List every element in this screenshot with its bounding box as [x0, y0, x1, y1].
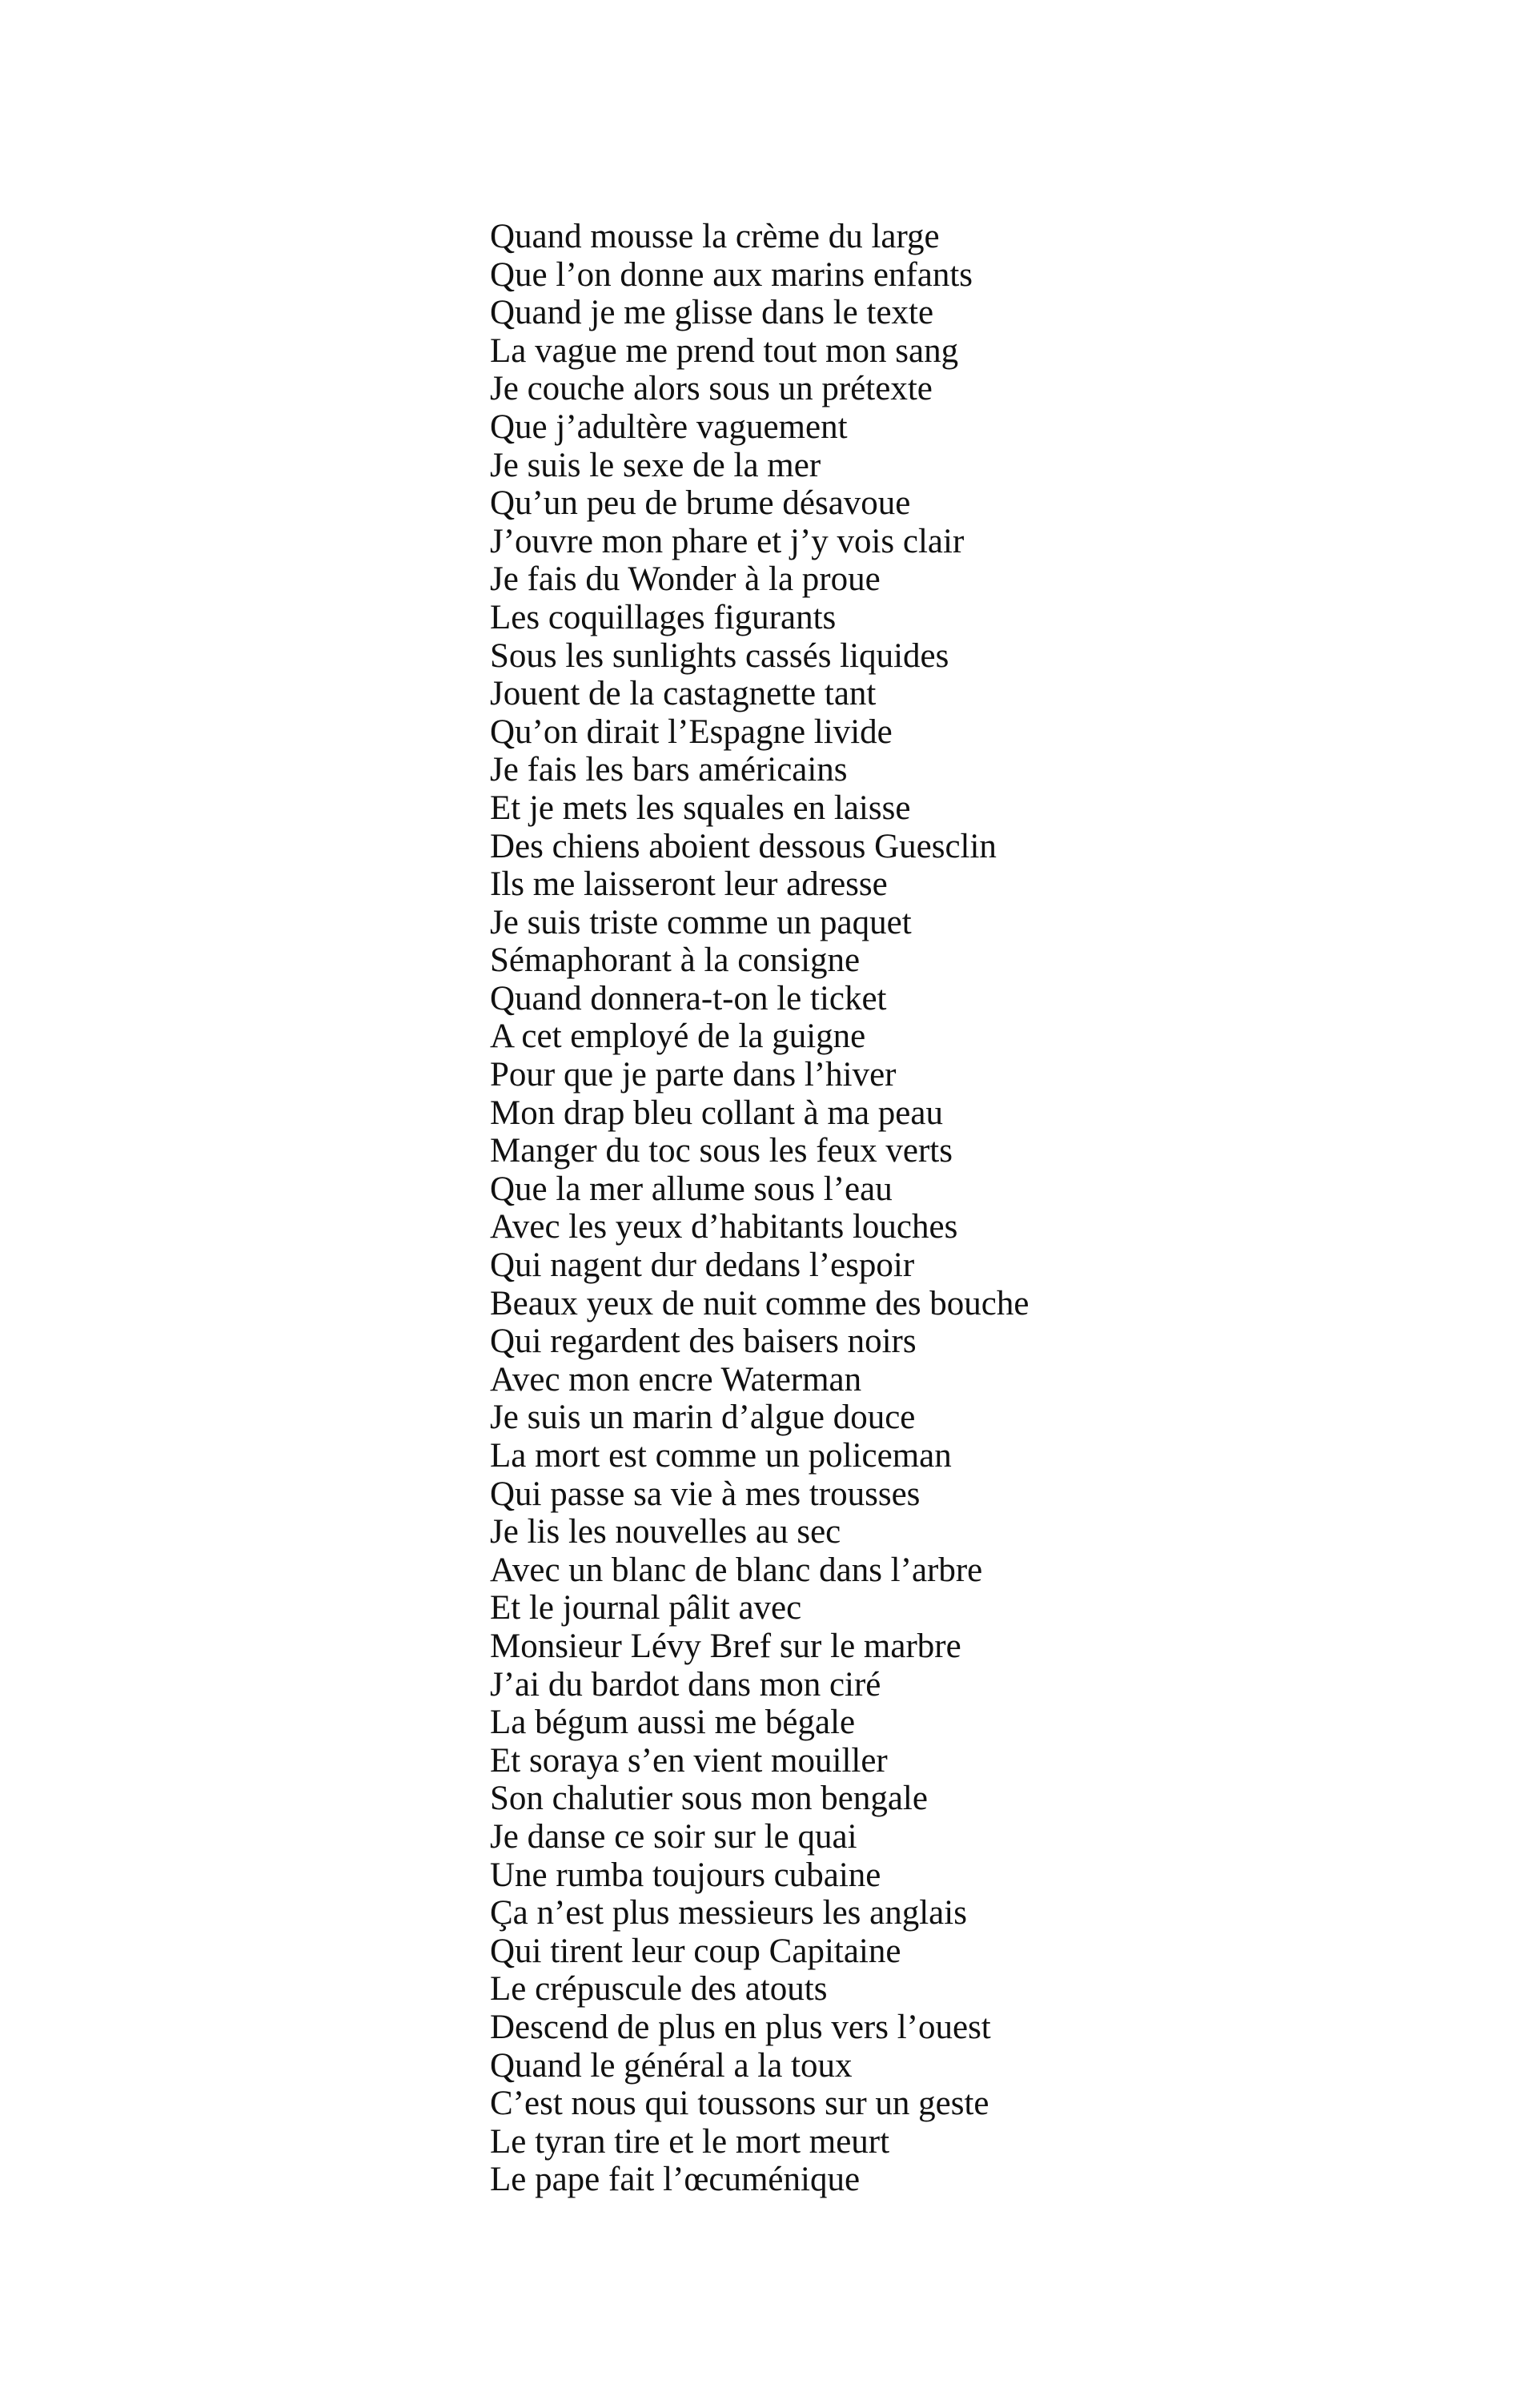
- poem-line: Et soraya s’en vient mouiller: [490, 1741, 888, 1780]
- poem-line: Je suis un marin d’algue douce: [490, 1399, 916, 1437]
- poem-line: Quand donnera-t-on le ticket: [490, 979, 887, 1017]
- poem-line: Sous les sunlights cassés liquides: [490, 636, 949, 675]
- poem-line: Qui tirent leur coup Capitaine: [490, 1932, 901, 1970]
- poem-line: Des chiens aboient dessous Guesclin: [490, 827, 997, 865]
- poem-line: Je fais les bars américains: [490, 751, 848, 789]
- poem-line: Je danse ce soir sur le quai: [490, 1817, 857, 1856]
- poem-line: Pour que je parte dans l’hiver: [490, 1056, 897, 1094]
- poem-line: Qui nagent dur dedans l’espoir: [490, 1246, 915, 1285]
- poem-line: Avec mon encre Waterman: [490, 1360, 862, 1399]
- poem-line: Beaux yeux de nuit comme des bouche: [490, 1284, 1029, 1322]
- poem-line: Descend de plus en plus vers l’ouest: [490, 2008, 991, 2046]
- poem-line: Jouent de la castagnette tant: [490, 675, 877, 713]
- poem-text: [490, 218, 1029, 2199]
- poem-line: Je couche alors sous un prétexte: [490, 370, 933, 408]
- poem-line: Son chalutier sous mon bengale: [490, 1780, 928, 1818]
- poem-line: Que j’adultère vaguement: [490, 407, 848, 446]
- poem-line: Quand le général a la toux: [490, 2046, 853, 2085]
- poem-line: Ils me laisseront leur adresse: [490, 865, 888, 904]
- poem-line: Qui regardent des baisers noirs: [490, 1322, 917, 1361]
- poem-line: C’est nous qui toussons sur un geste: [490, 2085, 989, 2123]
- poem-line: Le crépuscule des atouts: [490, 1970, 828, 2009]
- poem-line: Je lis les nouvelles au sec: [490, 1513, 841, 1551]
- poem-line: Une rumba toujours cubaine: [490, 1856, 881, 1894]
- poem-line: Je suis triste comme un paquet: [490, 903, 912, 941]
- poem-line: Quand je me glisse dans le texte: [490, 294, 934, 332]
- poem-line: Que la mer allume sous l’eau: [490, 1170, 893, 1208]
- poem-line: Avec les yeux d’habitants louches: [490, 1208, 958, 1246]
- poem-line: Manger du toc sous les feux verts: [490, 1132, 953, 1170]
- poem-line: Avec un blanc de blanc dans l’arbre: [490, 1551, 983, 1589]
- poem-line: Le pape fait l’œcuménique: [490, 2161, 861, 2199]
- poem-line: Monsieur Lévy Bref sur le marbre: [490, 1627, 961, 1665]
- poem-line: A cet employé de la guigne: [490, 1017, 866, 1056]
- poem-line: La bégum aussi me bégale: [490, 1704, 856, 1742]
- poem-line: J’ai du bardot dans mon ciré: [490, 1665, 881, 1704]
- poem-line: Quand mousse la crème du large: [490, 218, 940, 255]
- poem-line: Qu’on dirait l’Espagne livide: [490, 712, 893, 751]
- poem-line: Les coquillages figurants: [490, 598, 837, 636]
- poem-line: Que l’on donne aux marins enfants: [490, 255, 973, 294]
- poem-line: La vague me prend tout mon sang: [490, 331, 959, 370]
- poem-line: Qu’un peu de brume désavoue: [490, 484, 911, 523]
- poem-line: J’ouvre mon phare et j’y vois clair: [490, 522, 965, 560]
- poem-line: Le tyran tire et le mort meurt: [490, 2122, 890, 2161]
- poem-line: Ça n’est plus messieurs les anglais: [490, 1894, 967, 1932]
- poem-line: Je fais du Wonder à la proue: [490, 560, 881, 599]
- poem-line: Et je mets les squales en laisse: [490, 789, 911, 827]
- poem-line: Sémaphorant à la consigne: [490, 941, 861, 980]
- poem-line: Je suis le sexe de la mer: [490, 446, 821, 484]
- poem-line: Qui passe sa vie à mes trousses: [490, 1475, 921, 1513]
- poem-line: Et le journal pâlit avec: [490, 1589, 802, 1627]
- poem-line: Mon drap bleu collant à ma peau: [490, 1094, 943, 1132]
- poem-line: La mort est comme un policeman: [490, 1437, 952, 1475]
